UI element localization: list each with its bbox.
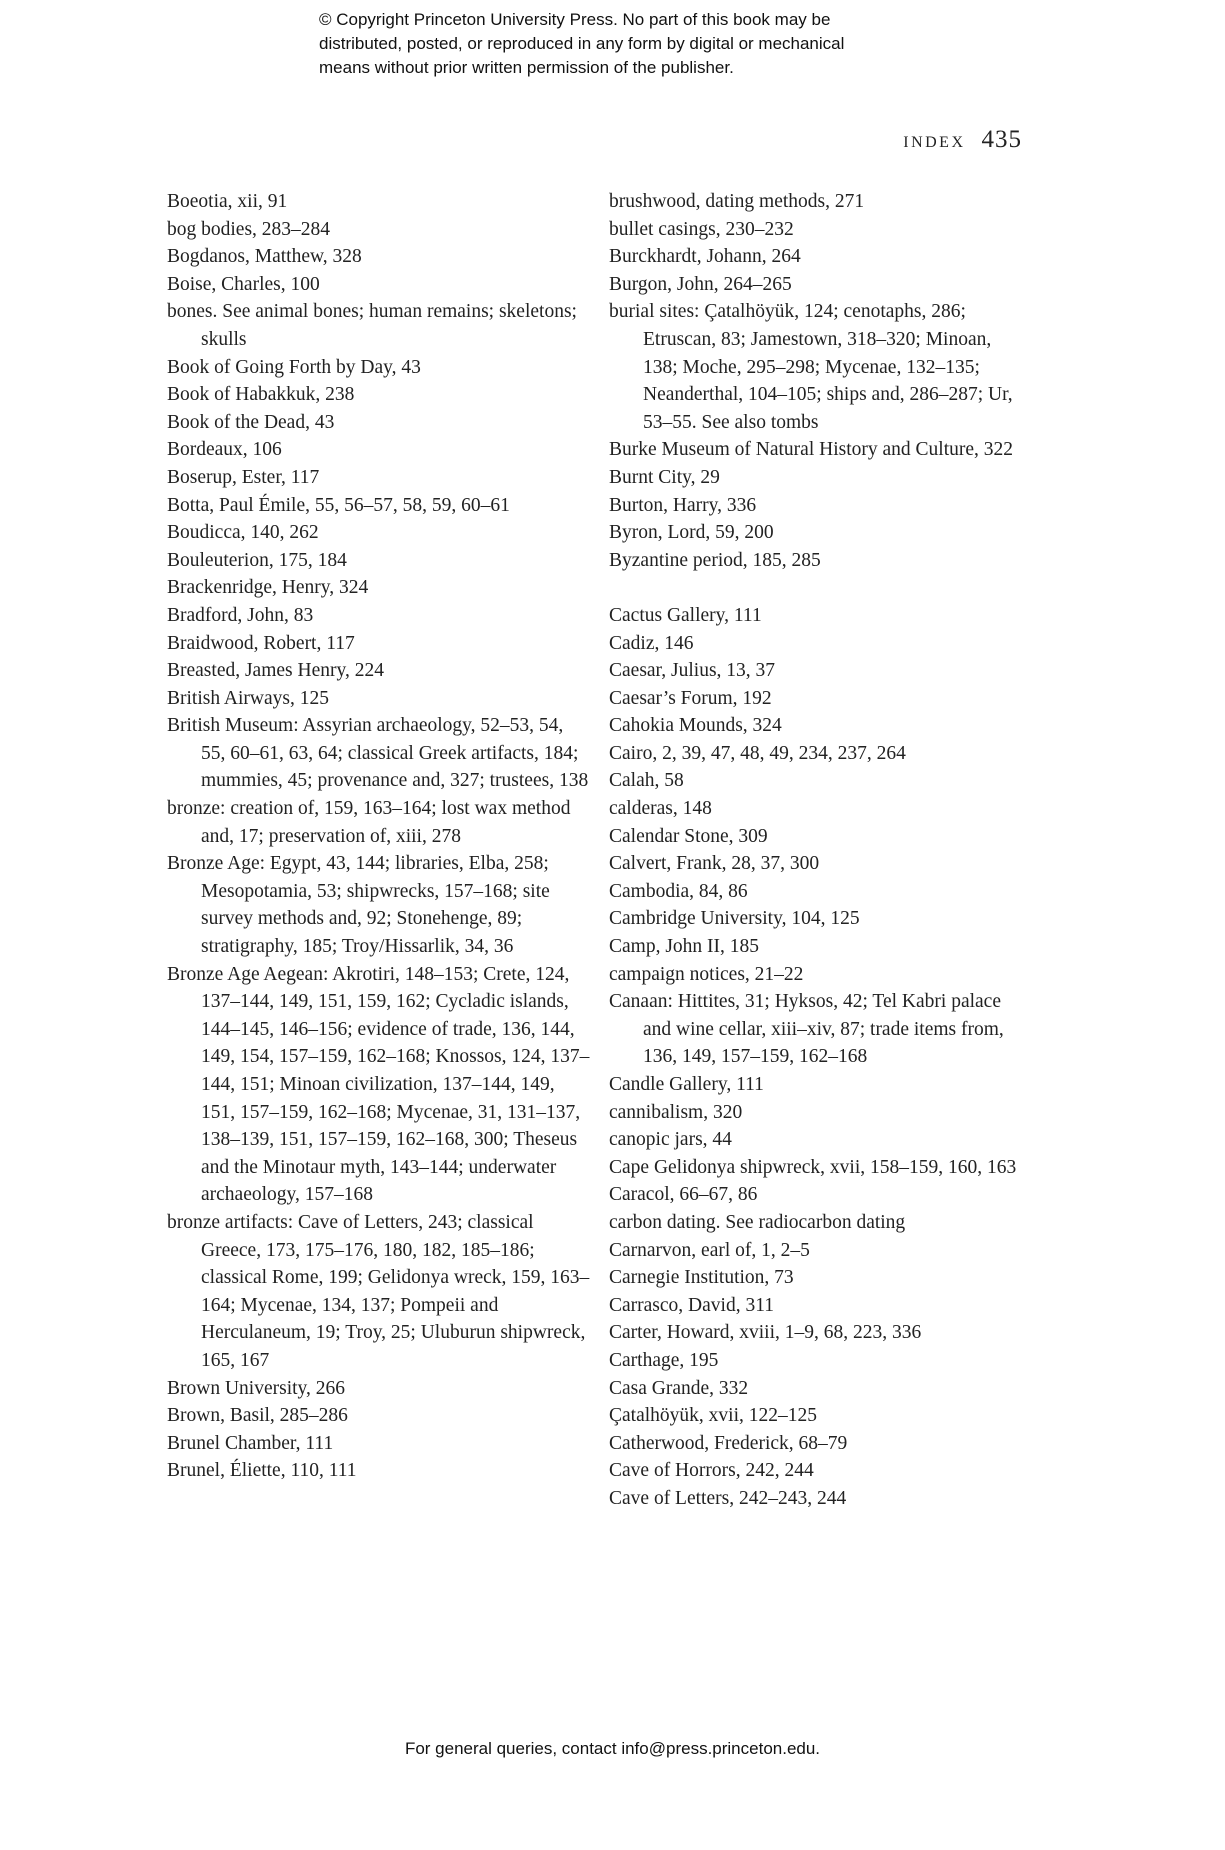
page-number: 435 xyxy=(981,126,1022,153)
index-entry: Byzantine period, 185, 285 xyxy=(609,549,821,571)
index-entry: British Airways, 125 xyxy=(167,687,329,709)
index-entry: Candle Gallery, 111 xyxy=(609,1074,764,1095)
index-entry: Cairo, 2, 39, 47, 48, 49, 234, 237, 264 xyxy=(609,742,906,764)
running-head xyxy=(903,126,1022,154)
index-entry: bronze artifacts: Cave of Letters, 243; classical Greece, 173, 175–176, 180, 182, 185–186; classical Rome, 199; Gelidonya wreck, 159, 163–164; Mycenae, 134, 137; Pompeii and Herculaneum, 19; Troy, 25; Uluburun shipwreck, 165, 167 xyxy=(167,1211,590,1371)
index-entry: Cactus Gallery, 111 xyxy=(609,604,762,626)
index-entry: cannibalism, 320 xyxy=(609,1101,743,1123)
index-entry: Calvert, Frank, 28, 37, 300 xyxy=(609,853,820,875)
index-entry: Burckhardt, Johann, 264 xyxy=(609,246,801,268)
index-entry: Botta, Paul Émile, 55, 56–57, 58, 59, 60–61 xyxy=(167,494,510,516)
index-entry: Boeotia, xii, 91 xyxy=(167,191,288,212)
index-entry: Brown University, 266 xyxy=(167,1377,346,1399)
running-head-label: INDEX xyxy=(903,134,966,151)
index-entry: Brackenridge, Henry, 324 xyxy=(167,577,369,599)
index-entry: Cambridge University, 104, 125 xyxy=(609,908,860,930)
index-entry: Book of Going Forth by Day, 43 xyxy=(167,356,421,378)
index-entry: Caesar’s Forum, 192 xyxy=(609,687,772,709)
index-entry: Breasted, James Henry, 224 xyxy=(167,660,384,682)
index-entry: calderas, 148 xyxy=(609,798,712,820)
index-entry: Brunel Chamber, 111 xyxy=(167,1432,334,1454)
index-entry: Carthage, 195 xyxy=(609,1349,719,1371)
index-entry: Braidwood, Robert, 117 xyxy=(167,632,355,654)
index-entry: Burgon, John, 264–265 xyxy=(609,273,792,295)
index-entry: Çatalhöyük, xvii, 122–125 xyxy=(609,1405,817,1427)
index-entry: Burke Museum of Natural History and Culture, 322 xyxy=(609,439,1014,461)
index-entry: Burton, Harry, 336 xyxy=(609,494,757,516)
index-entry: Bronze Age: Egypt, 43, 144; libraries, Elba, 258; Mesopotamia, 53; shipwrecks, 157–168; site survey methods and, 92; Stonehenge, 89; stratigraphy, 185; Troy/Hissarlik, 34, 36 xyxy=(167,853,550,958)
index-entry: Boserup, Ester, 117 xyxy=(167,466,320,488)
index-column-right xyxy=(609,188,1029,1513)
index-entry: Catherwood, Frederick, 68–79 xyxy=(609,1432,848,1454)
index-entry: Cave of Horrors, 242, 244 xyxy=(609,1460,814,1482)
index-column-left xyxy=(167,188,592,1485)
copyright-notice xyxy=(319,8,959,80)
index-entry: Book of Habakkuk, 238 xyxy=(167,384,355,406)
index-entry: Cambodia, 84, 86 xyxy=(609,880,748,902)
index-entry: Book of the Dead, 43 xyxy=(167,411,335,433)
copyright-line: distributed, posted, or reproduced in any form by digital or mechanical xyxy=(319,34,845,53)
index-entry: Carnarvon, earl of, 1, 2–5 xyxy=(609,1239,810,1261)
footer-contact: For general queries, contact info@press.princeton.edu. xyxy=(404,1739,821,1758)
index-entry: Bradford, John, 83 xyxy=(167,604,314,626)
index-entry: carbon dating. See radiocarbon dating xyxy=(609,1211,906,1233)
index-entry: canopic jars, 44 xyxy=(609,1129,732,1151)
index-entry: burial sites: Çatalhöyük, 124; cenotaphs, 286; Etruscan, 83; Jamestown, 318–320; Minoan, 138; Moche, 295–298; Mycenae, 132–135; Neanderthal, 104–105; ships and, 286–287; Ur, 53–55. See also tombs xyxy=(609,301,1013,433)
index-entry: Bouleuterion, 175, 184 xyxy=(167,549,347,571)
index-entry: Calendar Stone, 309 xyxy=(609,825,768,847)
index-entry: Bronze Age Aegean: Akrotiri, 148–153; Crete, 124, 137–144, 149, 151, 159, 162; Cycladic islands, 144–145, 146–156; evidence of trade, 136, 144, 149, 154, 157–159, 162–168; Knossos, 124, 137–144, 151; Minoan civilization, 137–144, 149, 151, 157–159, 162–168; Mycenae, 31, 131–137, 138–139, 151, 157–159, 162–168, 300; Theseus and the Minotaur myth, 143–144; underwater archaeology, 157–168 xyxy=(167,963,590,1206)
index-entry: Caesar, Julius, 13, 37 xyxy=(609,660,776,682)
index-entry: Bogdanos, Matthew, 328 xyxy=(167,246,362,268)
index-entry: bullet casings, 230–232 xyxy=(609,218,794,240)
index-entry: Cadiz, 146 xyxy=(609,632,694,654)
index-entry: Cahokia Mounds, 324 xyxy=(609,715,782,737)
index-entry: Boudicca, 140, 262 xyxy=(167,522,319,544)
index-entry: Casa Grande, 332 xyxy=(609,1377,749,1399)
index-entry: Camp, John II, 185 xyxy=(609,936,760,958)
index-entry: Carnegie Institution, 73 xyxy=(609,1267,794,1289)
index-entry: Caracol, 66–67, 86 xyxy=(609,1184,758,1206)
index-entry: Calah, 58 xyxy=(609,770,684,792)
index-entry: Byron, Lord, 59, 200 xyxy=(609,522,774,544)
index-entry: brushwood, dating methods, 271 xyxy=(609,191,865,212)
index-entry: British Museum: Assyrian archaeology, 52–53, 54, 55, 60–61, 63, 64; classical Greek artifacts, 184; mummies, 45; provenance and, 327; trustees, 138 xyxy=(167,715,589,792)
index-entry: bog bodies, 283–284 xyxy=(167,218,331,240)
index-entry: Boise, Charles, 100 xyxy=(167,273,320,295)
index-entry: bronze: creation of, 159, 163–164; lost wax method and, 17; preservation of, xiii, 278 xyxy=(167,798,571,847)
index-entry: Burnt City, 29 xyxy=(609,466,720,488)
index-entry: Canaan: Hittites, 31; Hyksos, 42; Tel Kabri palace and wine cellar, xiii–xiv, 87; trade items from, 136, 149, 157–159, 162–168 xyxy=(609,991,1004,1068)
index-entry: campaign notices, 21–22 xyxy=(609,963,804,985)
index-entry: Cape Gelidonya shipwreck, xvii, 158–159, 160, 163 xyxy=(609,1156,1017,1178)
index-entry: Carrasco, David, 311 xyxy=(609,1294,774,1316)
index-entry: Cave of Letters, 242–243, 244 xyxy=(609,1487,847,1509)
section-gap xyxy=(609,574,1029,602)
index-entry: Carter, Howard, xviii, 1–9, 68, 223, 336 xyxy=(609,1322,922,1344)
index-entry: Brown, Basil, 285–286 xyxy=(167,1405,348,1427)
copyright-line: © Copyright Princeton University Press. No part of this book may be xyxy=(319,10,831,29)
index-entry: bones. See animal bones; human remains; skeletons; skulls xyxy=(167,301,577,350)
index-entry: Bordeaux, 106 xyxy=(167,439,282,461)
copyright-line: means without prior written permission of the publisher. xyxy=(319,58,734,77)
index-entry: Brunel, Éliette, 110, 111 xyxy=(167,1460,357,1482)
